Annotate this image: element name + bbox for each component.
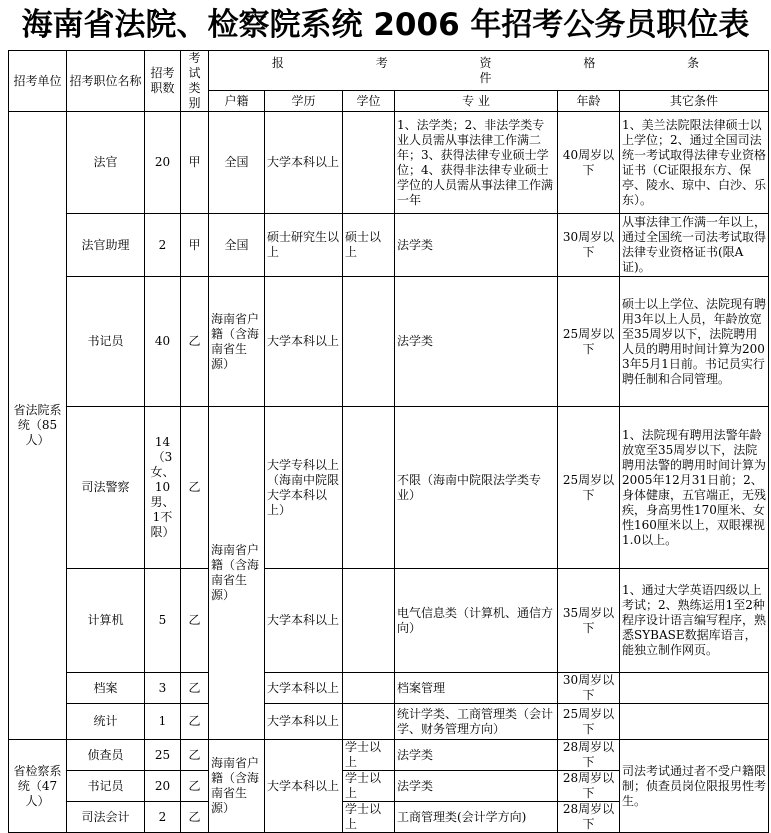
- position-cell: 法官助理: [67, 214, 145, 277]
- major-cell: 法学类: [395, 740, 558, 771]
- table-row: [9, 112, 769, 214]
- age-cell: 28周岁以下: [558, 771, 620, 802]
- age-cell: 30周岁以下: [558, 673, 620, 704]
- position-cell: 司法警察: [67, 407, 145, 569]
- category-cell: 乙: [181, 802, 209, 833]
- age-cell: 25周岁以下: [558, 407, 620, 569]
- hukou-cell: 海南省户籍（含海南省生源）: [209, 407, 265, 740]
- major-cell: 法学类: [395, 771, 558, 802]
- count-cell: 2: [145, 802, 181, 833]
- count-cell: 2: [145, 214, 181, 277]
- age-cell: 35周岁以下: [558, 569, 620, 673]
- degree-cell: 学士以上: [343, 740, 395, 771]
- position-cell: 档案: [67, 673, 145, 704]
- hukou-cell: 海南省户籍（含海南省生源）: [209, 740, 265, 833]
- other-cell: 司法考试通过者不受户籍限制；侦查员岗位限报男性考生。: [620, 740, 769, 833]
- education-cell: 大学本科以上: [265, 569, 343, 673]
- header-other: 其它条件: [620, 91, 769, 112]
- count-cell: 5: [145, 569, 181, 673]
- header-major: 专 业: [395, 91, 558, 112]
- header-degree: 学位: [343, 91, 395, 112]
- header-category: 考试类别: [181, 51, 209, 112]
- degree-cell: [343, 112, 395, 214]
- major-cell: 法学类: [395, 214, 558, 277]
- degree-cell: [343, 277, 395, 407]
- page-title: 海南省法院、检察院系统 2006 年招考公务员职位表: [21, 7, 750, 43]
- major-cell: 统计学类、工商管理类（会计学、财务管理方向）: [395, 704, 558, 740]
- education-cell: 大学本科以上: [265, 704, 343, 740]
- position-cell: 法官: [67, 112, 145, 214]
- count-cell: 3: [145, 673, 181, 704]
- major-cell: 电气信息类（计算机、通信方向）: [395, 569, 558, 673]
- degree-cell: 学士以上: [343, 802, 395, 833]
- category-cell: 乙: [181, 569, 209, 673]
- header-count: 招考职数: [145, 51, 181, 112]
- other-cell: 硕士以上学位、法院现有聘用3年以上人员，年龄放宽至35周岁以下，法院聘用人员的聘用时间计算为2003年5月1日前。书记员实行聘任制和合同管理。: [620, 277, 769, 407]
- category-cell: 乙: [181, 704, 209, 740]
- hukou-cell: 海南省户籍（含海南省生源）: [209, 277, 265, 407]
- other-cell: 从事法律工作满一年以上，通过全国统一司法考试取得法律专业资格证书(限A证)。: [620, 214, 769, 277]
- degree-cell: [343, 673, 395, 704]
- other-cell: [620, 673, 769, 704]
- header-age: 年龄: [558, 91, 620, 112]
- category-cell: 乙: [181, 740, 209, 771]
- other-cell: 1、法院现有聘用法警年龄放宽至35周岁以下，法院聘用法警的聘用时间计算为2005年12月31日前；2、身体健康，五官端正，无残疾，身高男性170厘米、女性160厘米以上，双眼裸视1.0以上。: [620, 407, 769, 569]
- table-row: [9, 569, 769, 673]
- age-cell: 25周岁以下: [558, 704, 620, 740]
- header-position: 招考职位名称: [67, 51, 145, 112]
- hukou-cell: 全国: [209, 112, 265, 214]
- education-cell: 硕士研究生以上: [265, 214, 343, 277]
- count-cell: 20: [145, 112, 181, 214]
- category-cell: 乙: [181, 277, 209, 407]
- table-row: [9, 277, 769, 407]
- category-cell: 甲: [181, 214, 209, 277]
- category-cell: 乙: [181, 673, 209, 704]
- table-row: [9, 673, 769, 704]
- unit-court: 省法院系统（85人）: [9, 112, 67, 740]
- degree-cell: [343, 407, 395, 569]
- header-education: 学历: [265, 91, 343, 112]
- count-cell: 25: [145, 740, 181, 771]
- other-cell: 1、通过大学英语四级以上考试；2、熟练运用1至2种程序设计语言编写程序，熟悉SYBASE数据库语言，能独立制作网页。: [620, 569, 769, 673]
- major-cell: 法学类: [395, 277, 558, 407]
- position-cell: 侦查员: [67, 740, 145, 771]
- category-cell: 乙: [181, 407, 209, 569]
- degree-cell: [343, 704, 395, 740]
- count-cell: 20: [145, 771, 181, 802]
- header-hukou: 户籍: [209, 91, 265, 112]
- header-unit: 招考单位: [9, 51, 67, 112]
- table-row: [9, 704, 769, 740]
- major-cell: 不限（海南中院限法学类专业）: [395, 407, 558, 569]
- position-cell: 书记员: [67, 771, 145, 802]
- education-cell: 大学本科以上: [265, 277, 343, 407]
- education-cell: 大学本科以上: [265, 740, 343, 833]
- position-cell: 司法会计: [67, 802, 145, 833]
- age-cell: 30周岁以下: [558, 214, 620, 277]
- other-cell: [620, 704, 769, 740]
- other-cell: 1、美兰法院限法律硕士以上学位；2、通过全国司法统一考试取得法律专业资格证书（C证限报东方、保亭、陵水、琼中、白沙、乐东）。: [620, 112, 769, 214]
- category-cell: 乙: [181, 771, 209, 802]
- age-cell: 25周岁以下: [558, 277, 620, 407]
- table-row: [9, 740, 769, 771]
- count-cell: 1: [145, 704, 181, 740]
- age-cell: 28周岁以下: [558, 802, 620, 833]
- major-cell: 1、法学类；2、非法学类专业人员需从事法律工作满二年；3、获得法律专业硕士学位；4、获得非法律专业硕士学位的人员需从事法律工作满一年: [395, 112, 558, 214]
- age-cell: 40周岁以下: [558, 112, 620, 214]
- education-cell: 大学本科以上: [265, 673, 343, 704]
- major-cell: 档案管理: [395, 673, 558, 704]
- unit-procuratorate: 省检察系统（47人）: [9, 740, 67, 833]
- education-cell: 大学本科以上: [265, 112, 343, 214]
- category-cell: 甲: [181, 112, 209, 214]
- table-row: [9, 407, 769, 569]
- degree-cell: 学士以上: [343, 771, 395, 802]
- position-cell: 统计: [67, 704, 145, 740]
- header-qualifications: 报 考 资 格 条 件: [209, 51, 769, 91]
- hukou-cell: 全国: [209, 214, 265, 277]
- education-cell: 大学专科以上（海南中院限大学本科以上）: [265, 407, 343, 569]
- degree-cell: 硕士以上: [343, 214, 395, 277]
- position-cell: 计算机: [67, 569, 145, 673]
- count-cell: 40: [145, 277, 181, 407]
- count-cell: 14（3女、10男、1不限）: [145, 407, 181, 569]
- positions-table: [8, 50, 769, 833]
- age-cell: 28周岁以下: [558, 740, 620, 771]
- table-row: [9, 214, 769, 277]
- degree-cell: [343, 569, 395, 673]
- position-cell: 书记员: [67, 277, 145, 407]
- major-cell: 工商管理类(会计学方向): [395, 802, 558, 833]
